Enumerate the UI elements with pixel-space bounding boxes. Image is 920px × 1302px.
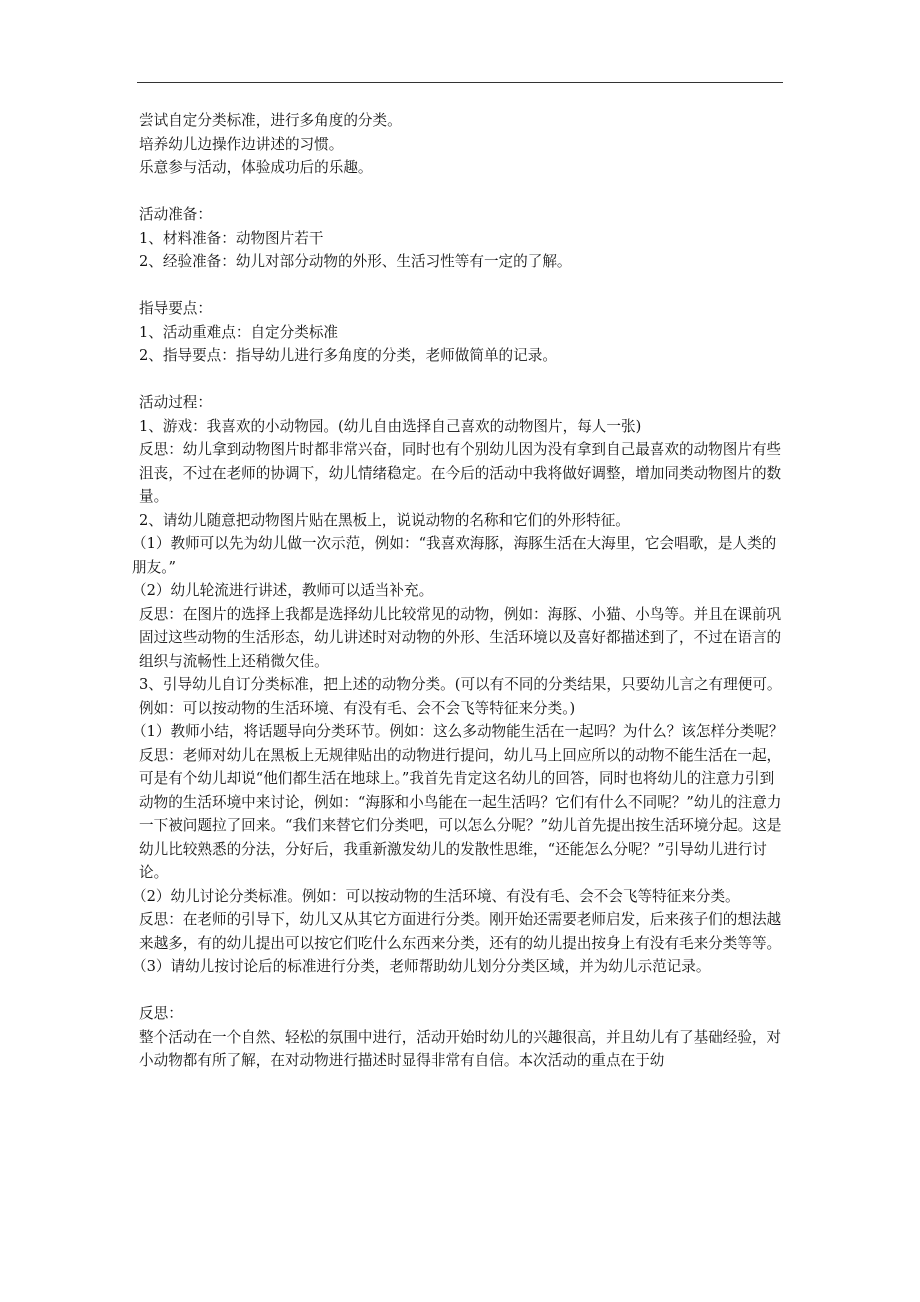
process-reflection: 反思：在老师的引导下，幼儿又从其它方面进行分类。刚开始还需要老师启发，后来孩子们的想法越来越多，有的幼儿提出可以按它们吃什么东西来分类，还有的幼儿提出按身上有没有毛来分类等等。 [139, 911, 782, 952]
blank-line [139, 368, 787, 392]
header-rule [137, 82, 783, 83]
goal-line: 培养幼儿边操作边讲述的习惯。 [139, 135, 344, 153]
process-reflection: 反思：老师对幼儿在黑板上无规律贴出的动物进行提问，幼儿马上回应所以的动物不能生活在一起，可是有个幼儿却说“他们都生活在地球上。”我首先肯定这名幼儿的回答，同时也将幼儿的注意力引到动物的生活环境中来讨论，例如：“海豚和小鸟能在一起生活吗？它们有什么不同呢？”幼儿的注意力一下被问题拉了回来。“我们来替它们分类吧，可以怎么分呢？”幼儿首先提出按生活环境分起。这是幼儿比较熟悉的分法，分好后，我重新激发幼儿的发散性思维，“还能怎么分呢？”引导幼儿进行讨论。 [139, 746, 782, 881]
process-substep: （3）请幼儿按讨论后的标准进行分类，老师帮助幼儿划分分类区域，并为幼儿示范记录。 [132, 958, 711, 975]
blank-line [139, 274, 787, 298]
preparation-item: 2、经验准备：幼儿对部分动物的外形、生活习性等有一定的了解。 [139, 253, 572, 270]
goal-line: 尝试自定分类标准，进行多角度的分类。 [139, 112, 402, 129]
process-step: 1、游戏：我喜欢的小动物园。(幼儿自由选择自己喜欢的动物图片，每人一张) [139, 417, 642, 435]
guidance-heading: 指导要点： [139, 300, 212, 317]
process-substep: （1）教师小结，将话题导向分类环节。例如：这么多动物能生活在一起吗？为什么？该怎样分类呢？ [132, 723, 784, 740]
reflection-heading: 反思： [139, 1005, 183, 1022]
process-reflection: 反思：在图片的选择上我都是选择幼儿比较常见的动物，例如：海豚、小猫、小鸟等。并且在课前巩固过这些动物的生活形态，幼儿讲述时对动物的外形、生活环境以及喜好都描述到了，不过在语言的组织与流畅性上还稍微欠佳。 [139, 605, 782, 670]
guidance-item: 2、指导要点：指导幼儿进行多角度的分类，老师做简单的记录。 [139, 347, 557, 364]
process-step: 3、引导幼儿自订分类标准，把上述的动物分类。(可以有不同的分类结果，只要幼儿言之有理便可。例如：可以按动物的生活环境、有没有毛、会不会飞等特征来分类。) [139, 676, 782, 717]
process-substep: （2）幼儿轮流进行讲述，教师可以适当补充。 [132, 582, 434, 599]
preparation-heading: 活动准备： [139, 206, 212, 223]
process-substep: （1）教师可以先为幼儿做一次示范，例如：“我喜欢海豚，海豚生活在大海里，它会唱歌，是人类的朋友。” [132, 535, 777, 576]
process-substep: （2）幼儿讨论分类标准。例如：可以按动物的生活环境、有没有毛、会不会飞等特征来分类。 [132, 887, 740, 905]
reflection-text: 整个活动在一个自然、轻松的氛围中进行，活动开始时幼儿的兴趣很高，并且幼儿有了基础经验，对小动物都有所了解，在对动物进行描述时显得非常有自信。本次活动的重点在于幼 [139, 1028, 782, 1069]
blank-line [139, 180, 787, 204]
process-heading: 活动过程： [139, 394, 212, 411]
process-reflection: 反思：幼儿拿到动物图片时都非常兴奋，同时也有个别幼儿因为没有拿到自己最喜欢的动物图片有些沮丧，不过在老师的协调下，幼儿情绪稳定。在今后的活动中我将做好调整，增加同类动物图片的数量。 [139, 441, 782, 505]
preparation-item: 1、材料准备：动物图片若干 [139, 229, 324, 247]
blank-line [139, 979, 787, 1003]
process-step: 2、请幼儿随意把动物图片贴在黑板上，说说动物的名称和它们的外形特征。 [139, 511, 630, 529]
document-body [132, 109, 787, 1073]
guidance-item: 1、活动重难点：自定分类标准 [139, 323, 339, 341]
goal-line: 乐意参与活动，体验成功后的乐趣。 [139, 159, 373, 176]
